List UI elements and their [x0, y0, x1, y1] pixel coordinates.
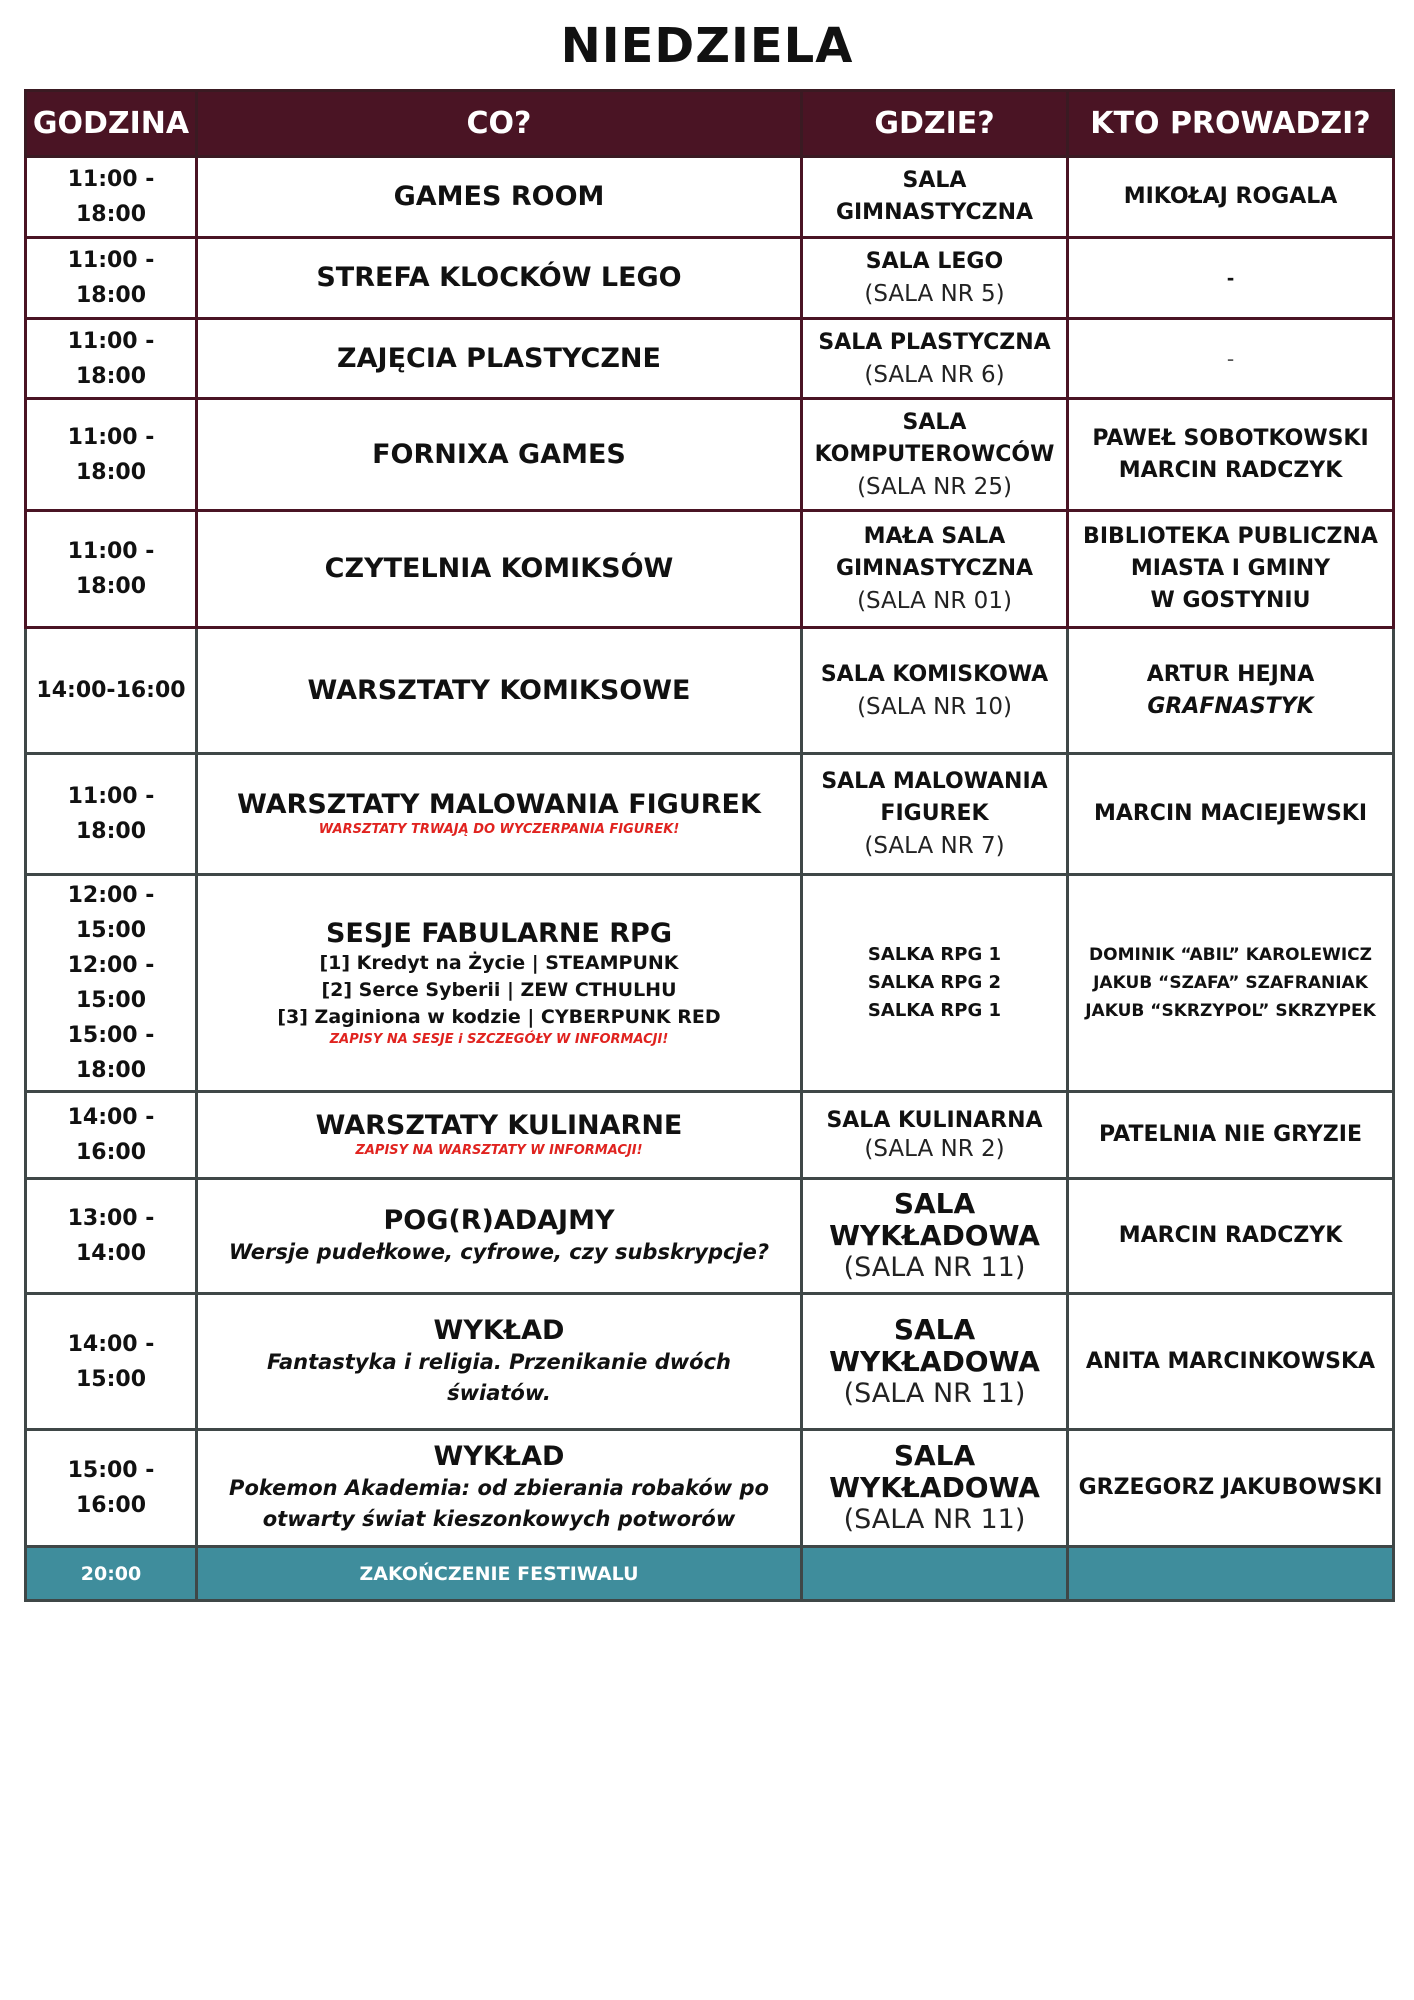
- what-cell: [197, 628, 802, 754]
- where-cell: [802, 1430, 1068, 1547]
- event-subtitle: Pokemon Akademia: od zbierania robaków po: [229, 1476, 769, 1500]
- host-name: GRZEGORZ JAKUBOWSKI: [1078, 1475, 1383, 1500]
- where-cell: [802, 319, 1068, 399]
- room-name: SALA: [893, 1312, 976, 1346]
- time-cell: 11:00 - 18:00: [26, 511, 197, 628]
- who-cell: [1068, 754, 1394, 875]
- who-cell: [1068, 511, 1394, 628]
- room-name: WYKŁADOWA: [829, 1471, 1040, 1504]
- table-row: [26, 157, 1394, 238]
- what-cell: [197, 1179, 802, 1294]
- what-cell: [197, 1430, 802, 1547]
- who-cell: [1068, 399, 1394, 511]
- host-name: PAWEŁ SOBOTKOWSKI: [1092, 425, 1369, 451]
- event-note: WARSZTATY TRWAJĄ DO WYCZERPANIA FIGUREK!: [318, 822, 680, 837]
- room-number: (SALA NR 11): [843, 1377, 1026, 1409]
- header-what: CO?: [197, 91, 802, 157]
- room-name: MAŁA SALA: [863, 524, 1006, 549]
- room-name: SALKA RPG 1: [867, 1000, 1002, 1021]
- where-cell: [802, 238, 1068, 319]
- where-cell: [802, 754, 1068, 875]
- table-row: [26, 628, 1394, 754]
- header-row: [26, 91, 1394, 157]
- room-number: (SALA NR 7): [864, 833, 1005, 859]
- schedule-table: [24, 89, 1395, 1602]
- room-name: SALA LEGO: [865, 249, 1004, 274]
- room-name: GIMNASTYCZNA: [835, 556, 1034, 581]
- time-cell: 15:00 - 16:00: [26, 1430, 197, 1547]
- event-note: ZAPISY NA SESJE i SZCZEGÓŁY W INFORMACJI!: [329, 1031, 669, 1047]
- table-row: [26, 511, 1394, 628]
- room-number: (SALA NR 2): [864, 1136, 1005, 1162]
- table-row: [26, 875, 1394, 1092]
- who-cell: [1068, 1430, 1394, 1547]
- host-name: MARCIN RADCZYK: [1118, 1223, 1343, 1248]
- room-name: SALA: [893, 1439, 976, 1472]
- time-cell: 11:00 - 18:00: [26, 399, 197, 511]
- room-name: SALKA RPG 1: [867, 944, 1002, 965]
- session-line: [3] Zaginiona w kodzie | CYBERPUNK RED: [277, 1005, 721, 1028]
- who-cell: -: [1068, 238, 1394, 319]
- room-name: KOMPUTEROWCÓW: [814, 441, 1055, 467]
- table-row: [26, 754, 1394, 875]
- host-name: MARCIN RADCZYK: [1118, 457, 1343, 483]
- room-name: WYKŁADOWA: [829, 1344, 1040, 1378]
- event-note: ZAPISY NA WARSZTATY W INFORMACJI!: [355, 1143, 643, 1158]
- what-cell: [197, 238, 802, 319]
- who-cell: [1068, 157, 1394, 238]
- what-cell: [197, 511, 802, 628]
- room-name: GIMNASTYCZNA: [835, 200, 1034, 225]
- what-cell: [197, 399, 802, 511]
- session-time: 12:00 - 15:00: [67, 883, 155, 943]
- time-cell: 11:00 - 18:00: [26, 319, 197, 399]
- who-cell: [1068, 1092, 1394, 1179]
- where-cell: [802, 875, 1068, 1092]
- session-time: 15:00 - 18:00: [67, 1023, 155, 1083]
- header-who: KTO PROWADZI?: [1068, 91, 1394, 157]
- room-number: (SALA NR 11): [843, 1252, 1026, 1283]
- room-name: SALA: [902, 168, 967, 193]
- host-name: W GOSTYNIU: [1150, 588, 1311, 613]
- room-name: SALA: [893, 1187, 976, 1220]
- event-title: WYKŁAD: [433, 1441, 565, 1472]
- closing-time: 20:00: [26, 1547, 197, 1601]
- host-name: MIASTA I GMINY: [1130, 556, 1331, 581]
- session-time: 12:00 - 15:00: [67, 953, 155, 1013]
- room-name: SALA PLASTYCZNA: [818, 329, 1051, 355]
- where-cell: [802, 399, 1068, 511]
- event-title: STREFA KLOCKÓW LEGO: [316, 262, 682, 293]
- room-number: (SALA NR 11): [843, 1504, 1026, 1535]
- table-row: [26, 1294, 1394, 1430]
- room-name: FIGUREK: [880, 801, 989, 826]
- who-cell: [1068, 1179, 1394, 1294]
- room-name: SALA: [902, 409, 967, 435]
- event-title: SESJE FABULARNE RPG: [325, 917, 673, 949]
- who-cell: -: [1068, 319, 1394, 399]
- event-subtitle: Wersje pudełkowe, cyfrowe, czy subskrypcje?: [228, 1239, 770, 1264]
- event-title: POG(R)ADAJMY: [383, 1204, 615, 1236]
- time-cell: [26, 875, 197, 1092]
- host-name: ANITA MARCINKOWSKA: [1085, 1348, 1376, 1374]
- event-title: CZYTELNIA KOMIKSÓW: [324, 553, 674, 584]
- host-alias: GRAFNASTYK: [1147, 693, 1314, 719]
- room-number: (SALA NR 6): [864, 361, 1005, 388]
- what-cell: [197, 319, 802, 399]
- header-where: GDZIE?: [802, 91, 1068, 157]
- where-cell: [802, 1179, 1068, 1294]
- session-line: [2] Serce Syberii | ZEW CTHULHU: [321, 978, 677, 1001]
- event-title: WARSZTATY MALOWANIA FIGUREK: [237, 789, 761, 820]
- what-cell: [197, 1294, 802, 1430]
- room-name: SALA KOMISKOWA: [820, 661, 1049, 687]
- time-cell: 11:00 - 18:00: [26, 238, 197, 319]
- host-name: ARTUR HEJNA: [1146, 661, 1315, 687]
- room-number: (SALA NR 10): [857, 693, 1012, 720]
- table-row: [26, 319, 1394, 399]
- room-name: SALA MALOWANIA: [821, 769, 1048, 794]
- where-cell: [802, 157, 1068, 238]
- who-cell: [1068, 628, 1394, 754]
- table-row: [26, 238, 1394, 319]
- closing-who: [1068, 1547, 1394, 1601]
- room-name: SALKA RPG 2: [867, 972, 1002, 993]
- table-row: [26, 1092, 1394, 1179]
- table-row: [26, 1179, 1394, 1294]
- room-name: WYKŁADOWA: [829, 1219, 1040, 1252]
- page-title: NIEDZIELA: [560, 18, 854, 74]
- what-cell: [197, 157, 802, 238]
- closing-row: [26, 1547, 1394, 1601]
- where-cell: [802, 511, 1068, 628]
- host-name: MARCIN MACIEJEWSKI: [1093, 801, 1368, 826]
- event-title: WYKŁAD: [433, 1314, 565, 1346]
- time-cell: 13:00 - 14:00: [26, 1179, 197, 1294]
- closing-where: [802, 1547, 1068, 1601]
- where-cell: [802, 1294, 1068, 1430]
- table-row: [26, 399, 1394, 511]
- what-cell: [197, 754, 802, 875]
- session-line: [1] Kredyt na Życie | STEAMPUNK: [319, 951, 679, 974]
- where-cell: [802, 1092, 1068, 1179]
- host-name: JAKUB “SZAFA” SZAFRANIAK: [1093, 973, 1368, 993]
- event-title: WARSZTATY KULINARNE: [315, 1110, 683, 1141]
- host-name: JAKUB “SKRZYPOL” SKRZYPEK: [1085, 1001, 1376, 1021]
- what-cell: [197, 875, 802, 1092]
- room-number: (SALA NR 5): [864, 281, 1005, 307]
- host-name: BIBLIOTEKA PUBLICZNA: [1083, 524, 1378, 549]
- time-cell: 14:00-16:00: [26, 628, 197, 754]
- who-cell: [1068, 875, 1394, 1092]
- header-time: GODZINA: [26, 91, 197, 157]
- event-title: GAMES ROOM: [393, 181, 605, 212]
- event-subtitle: Fantastyka i religia. Przenikanie dwóch: [267, 1349, 731, 1374]
- time-cell: 14:00 - 15:00: [26, 1294, 197, 1430]
- who-cell: [1068, 1294, 1394, 1430]
- event-subtitle: otwarty świat kieszonkowych potworów: [262, 1507, 736, 1531]
- room-number: (SALA NR 01): [857, 588, 1012, 614]
- event-subtitle: światów.: [447, 1380, 551, 1405]
- event-title: ZAJĘCIA PLASTYCZNE: [337, 342, 661, 374]
- event-title: FORNIXA GAMES: [372, 438, 626, 470]
- event-title: WARSZTATY KOMIKSOWE: [307, 674, 691, 706]
- room-name: SALA KULINARNA: [826, 1108, 1043, 1133]
- time-cell: 11:00 - 18:00: [26, 754, 197, 875]
- closing-title: ZAKOŃCZENIE FESTIWALU: [197, 1547, 802, 1601]
- host-name: MIKOŁAJ ROGALA: [1123, 184, 1338, 209]
- host-name: DOMINIK “ABIL” KAROLEWICZ: [1089, 945, 1372, 965]
- time-cell: 14:00 - 16:00: [26, 1092, 197, 1179]
- time-cell: 11:00 - 18:00: [26, 157, 197, 238]
- host-name: PATELNIA NIE GRYZIE: [1099, 1122, 1362, 1147]
- where-cell: [802, 628, 1068, 754]
- what-cell: [197, 1092, 802, 1179]
- room-number: (SALA NR 25): [857, 473, 1012, 500]
- table-row: [26, 1430, 1394, 1547]
